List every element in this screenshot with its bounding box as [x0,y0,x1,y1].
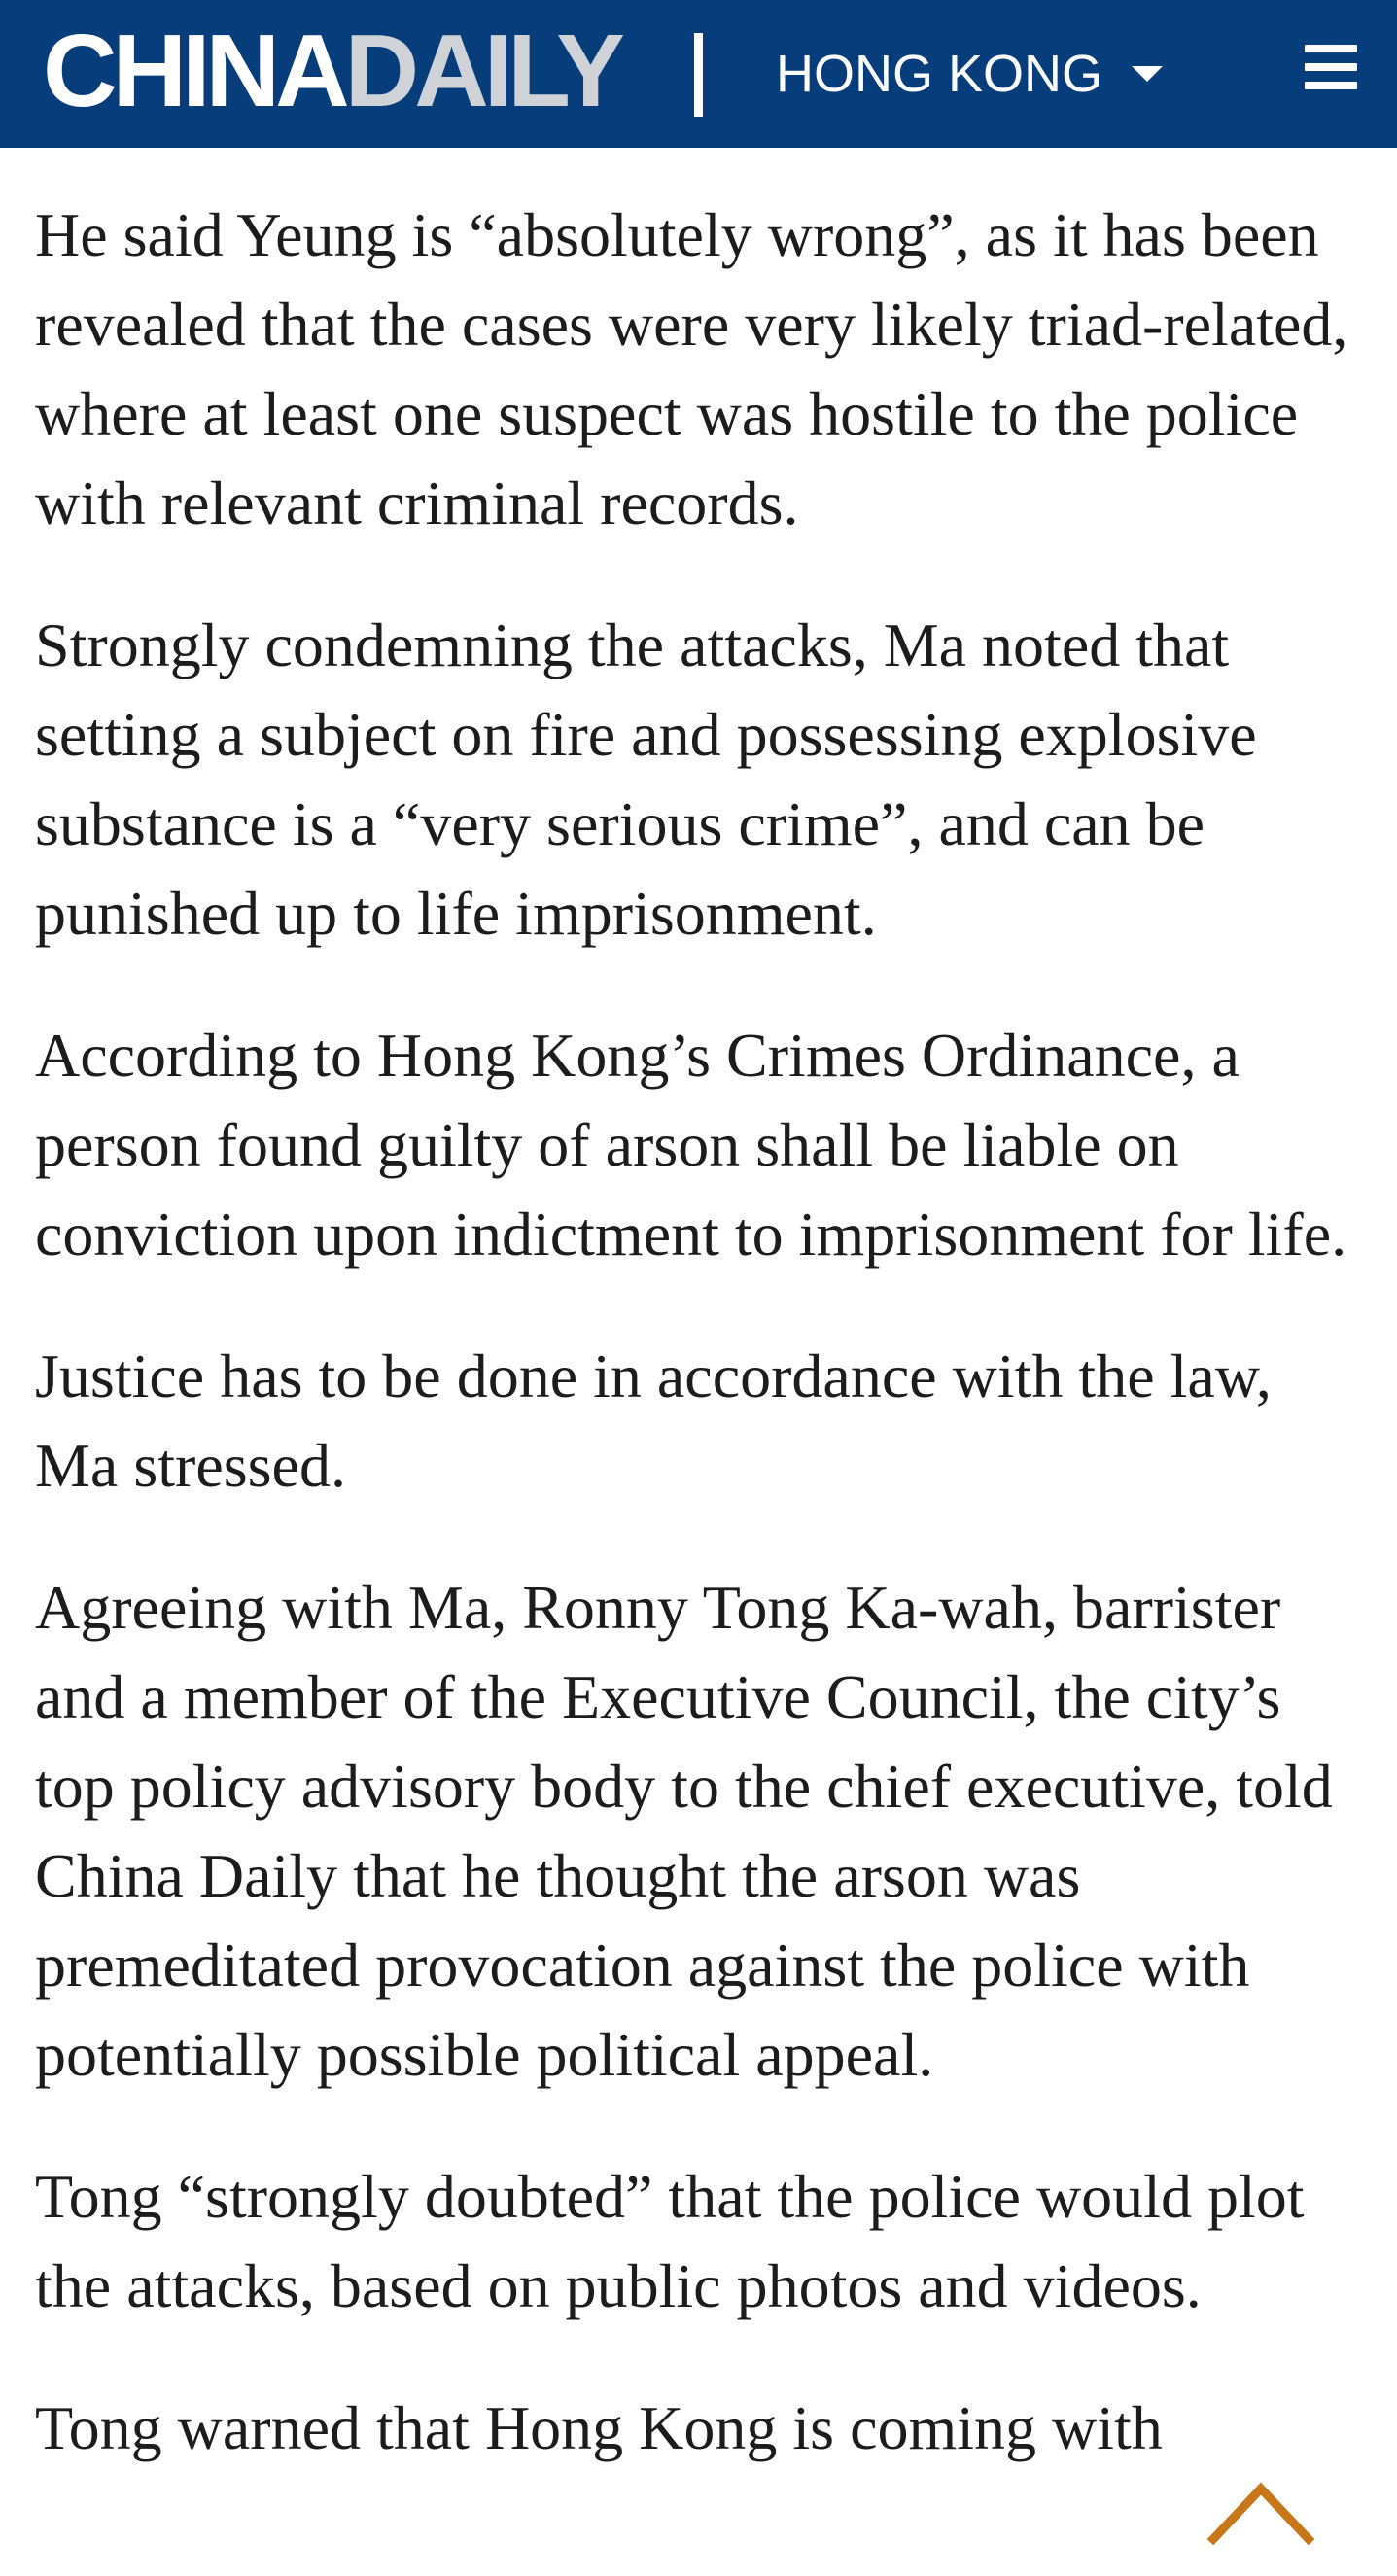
article-paragraph: Tong “strongly doubted” that the police would plot the attacks, based on public photos and videos. [35,2162,1305,2320]
chevron-up-icon [1207,2477,1314,2545]
menu-bar [1305,45,1357,52]
hamburger-menu-icon[interactable] [1305,45,1357,89]
article-paragraph: Justice has to be done in accordance with the law, Ma stressed. [35,1341,1272,1500]
article-paragraph: Agreeing with Ma, Ronny Tong Ka-wah, barrister and a member of the Executive Council, the city’s top policy advisory body to the chief executive, told China Daily that he thought the arson was premeditated provocation against the police with potentially possible political appeal. [35,1573,1333,2089]
article-paragraph: He said Yeung is “absolutely wrong”, as it has been revealed that the cases were very likely triad-related, where at least one suspect was hostile to the police with relevant criminal records. [35,200,1348,538]
china-daily-logo[interactable] [43,14,620,128]
chevron-down-icon [1132,66,1163,82]
site-header [0,0,1397,148]
logo-divider [694,33,703,117]
region-selector[interactable] [776,39,1163,109]
menu-bar [1305,82,1357,89]
logo-daily-text: DAILY [344,14,620,128]
article-paragraph: According to Hong Kong’s Crimes Ordinance, a person found guilty of arson shall be liable on conviction upon indictment to imprisonment for life. [35,1021,1347,1269]
article-body [35,191,1367,2525]
menu-bar [1305,63,1357,71]
region-label: HONG KONG [776,45,1103,103]
article-paragraph: Tong warned that Hong Kong is coming with [35,2393,1163,2462]
back-to-top-button[interactable] [1207,2477,1314,2545]
logo-china-text: CHINA [43,14,345,128]
article-paragraph: Strongly condemning the attacks, Ma noted that setting a subject on fire and possessing explosive substance is a “very serious crime”, and can be punished up to life imprisonment. [35,610,1257,948]
